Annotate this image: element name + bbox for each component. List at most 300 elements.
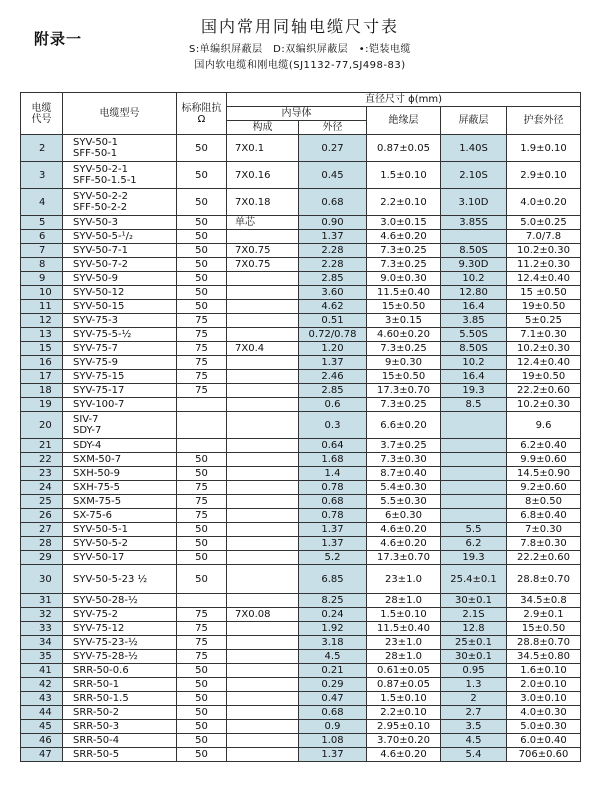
table-row — [21, 300, 581, 314]
cell-model: SYV-50-12 — [63, 286, 177, 300]
cell-jacket: 6.0±0.40 — [507, 734, 581, 748]
cell-inner-structure: 7X0.4 — [227, 342, 299, 356]
cell-code: 35 — [21, 650, 63, 664]
cell-impedance: 75 — [177, 622, 227, 636]
model-line: SYV-50-2-2 — [73, 191, 128, 202]
cell-shield — [441, 412, 507, 439]
cell-impedance: 50 — [177, 523, 227, 537]
cell-jacket: 1.6±0.10 — [507, 664, 581, 678]
cell-shield: 8.50S — [441, 244, 507, 258]
cell-inner-structure — [227, 398, 299, 412]
cell-inner-od: 0.51 — [299, 314, 367, 328]
cell-code: 10 — [21, 286, 63, 300]
cell-insulation: 15±0.50 — [367, 300, 441, 314]
cell-shield — [441, 230, 507, 244]
cell-inner-structure — [227, 523, 299, 537]
cell-jacket: 14.5±0.90 — [507, 467, 581, 481]
cell-shield: 2.10S — [441, 162, 507, 189]
cell-jacket: 9.9±0.60 — [507, 453, 581, 467]
cell-model: SRR-50-2 — [63, 706, 177, 720]
cell-model: SYV-75-9 — [63, 356, 177, 370]
cell-inner-od: 0.78 — [299, 481, 367, 495]
cell-inner-structure — [227, 678, 299, 692]
cell-model: SYV-50-3 — [63, 216, 177, 230]
cell-insulation: 6.6±0.20 — [367, 412, 441, 439]
cell-shield: 4.5 — [441, 734, 507, 748]
cell-jacket: 10.2±0.30 — [507, 342, 581, 356]
cell-inner-od: 0.68 — [299, 189, 367, 216]
cell-insulation: 9.0±0.30 — [367, 272, 441, 286]
cell-inner-od: 0.24 — [299, 608, 367, 622]
cell-shield — [441, 495, 507, 509]
cell-impedance: 50 — [177, 135, 227, 162]
table-row — [21, 650, 581, 664]
cell-insulation: 1.5±0.10 — [367, 608, 441, 622]
cell-code: 25 — [21, 495, 63, 509]
cell-code: 13 — [21, 328, 63, 342]
cell-model: SRR-50-3 — [63, 720, 177, 734]
cell-jacket: 10.2±0.30 — [507, 398, 581, 412]
cell-jacket: 34.5±0.8 — [507, 594, 581, 608]
cell-model: SYV-50-5-¹/₂ — [63, 230, 177, 244]
cell-jacket: 8±0.50 — [507, 495, 581, 509]
cell-code: 2 — [21, 135, 63, 162]
cell-insulation: 4.6±0.20 — [367, 537, 441, 551]
cell-inner-structure: 7X0.75 — [227, 258, 299, 272]
cell-model: SYV-50-17 — [63, 551, 177, 565]
cell-jacket: 28.8±0.70 — [507, 636, 581, 650]
cell-shield: 2.7 — [441, 706, 507, 720]
cell-shield: 6.2 — [441, 537, 507, 551]
cell-impedance: 50 — [177, 734, 227, 748]
table-row — [21, 608, 581, 622]
cell-code: 28 — [21, 537, 63, 551]
cell-inner-od: 4.62 — [299, 300, 367, 314]
cell-impedance: 50 — [177, 216, 227, 230]
cell-inner-structure — [227, 481, 299, 495]
table-row — [21, 342, 581, 356]
cell-model: SYV-50-15 — [63, 300, 177, 314]
cell-model: SYV-75-28-½ — [63, 650, 177, 664]
cell-jacket: 15 ±0.50 — [507, 286, 581, 300]
cell-code: 15 — [21, 342, 63, 356]
header-shield: 屏蔽层 — [441, 107, 507, 135]
model-line: SDY-7 — [73, 425, 102, 436]
cell-shield: 3.5 — [441, 720, 507, 734]
cell-shield: 16.4 — [441, 300, 507, 314]
model-line: SFF-50-1 — [73, 148, 118, 159]
cell-inner-od: 3.60 — [299, 286, 367, 300]
header-row-1 — [21, 93, 581, 107]
cell-impedance: 75 — [177, 509, 227, 523]
cell-model: SYV-75-17 — [63, 384, 177, 398]
table-row — [21, 314, 581, 328]
cell-jacket: 5.0±0.30 — [507, 720, 581, 734]
cell-code: 30 — [21, 565, 63, 594]
cell-inner-od: 0.27 — [299, 135, 367, 162]
cell-shield: 12.80 — [441, 286, 507, 300]
cell-inner-od: 1.37 — [299, 356, 367, 370]
cell-code: 29 — [21, 551, 63, 565]
cell-inner-structure — [227, 439, 299, 453]
table-row — [21, 495, 581, 509]
cell-inner-structure — [227, 692, 299, 706]
cell-insulation: 2.2±0.10 — [367, 706, 441, 720]
table-row — [21, 706, 581, 720]
cell-model: SDY-4 — [63, 439, 177, 453]
cell-code: 18 — [21, 384, 63, 398]
table-body — [21, 135, 581, 762]
cell-impedance: 75 — [177, 314, 227, 328]
cell-code: 34 — [21, 636, 63, 650]
table-row — [21, 162, 581, 189]
cell-impedance: 50 — [177, 706, 227, 720]
cell-insulation: 4.6±0.20 — [367, 523, 441, 537]
table-row — [21, 748, 581, 762]
table-row — [21, 356, 581, 370]
cell-insulation: 0.61±0.05 — [367, 664, 441, 678]
cell-insulation: 11.5±0.40 — [367, 622, 441, 636]
cell-model: SYV-75-5-½ — [63, 328, 177, 342]
cell-code: 31 — [21, 594, 63, 608]
cell-shield: 25±0.1 — [441, 636, 507, 650]
cell-jacket: 19±0.50 — [507, 370, 581, 384]
cell-impedance: 75 — [177, 608, 227, 622]
cell-impedance: 50 — [177, 537, 227, 551]
cell-jacket: 6.2±0.40 — [507, 439, 581, 453]
subtitle: 国内软电缆和刚电缆(SJ1132-77,SJ498-83) — [194, 60, 406, 71]
cell-insulation: 0.87±0.05 — [367, 678, 441, 692]
cell-inner-structure — [227, 706, 299, 720]
cell-code: 11 — [21, 300, 63, 314]
cell-insulation: 7.3±0.25 — [367, 398, 441, 412]
cell-jacket: 6.8±0.40 — [507, 509, 581, 523]
cell-insulation: 3.7±0.25 — [367, 439, 441, 453]
cell-shield: 30±0.1 — [441, 650, 507, 664]
cell-jacket: 7.1±0.30 — [507, 328, 581, 342]
cell-code: 46 — [21, 734, 63, 748]
cell-model: SYV-50-5-1 — [63, 523, 177, 537]
cell-impedance: 50 — [177, 189, 227, 216]
cell-insulation: 11.5±0.40 — [367, 286, 441, 300]
cell-code: 16 — [21, 356, 63, 370]
cell-insulation: 2.95±0.10 — [367, 720, 441, 734]
cell-inner-structure: 7X0.1 — [227, 135, 299, 162]
cell-inner-od: 1.68 — [299, 453, 367, 467]
header-code: 电缆 代号 — [21, 93, 63, 135]
cell-jacket: 9.2±0.60 — [507, 481, 581, 495]
cell-code: 22 — [21, 453, 63, 467]
cell-model: SX-75-6 — [63, 509, 177, 523]
header-inner-structure: 构成 — [227, 121, 299, 135]
cell-insulation: 7.3±0.25 — [367, 258, 441, 272]
cell-jacket: 10.2±0.30 — [507, 244, 581, 258]
cell-inner-structure — [227, 565, 299, 594]
cell-code: 5 — [21, 216, 63, 230]
cell-insulation: 3.0±0.15 — [367, 216, 441, 230]
cell-model: SRR-50-0.6 — [63, 664, 177, 678]
cell-impedance: 75 — [177, 356, 227, 370]
cell-model: SYV-75-15 — [63, 370, 177, 384]
cell-insulation: 7.3±0.30 — [367, 453, 441, 467]
header-diameter: 直径尺寸 ϕ(mm) — [227, 93, 581, 107]
table-row — [21, 398, 581, 412]
cell-code: 42 — [21, 678, 63, 692]
cell-shield: 10.2 — [441, 272, 507, 286]
cell-inner-structure: 单芯 — [227, 216, 299, 230]
model-line: SYV-50-2-1 — [73, 164, 128, 175]
cell-jacket: 5±0.25 — [507, 314, 581, 328]
cell-inner-od: 1.37 — [299, 523, 367, 537]
table-row — [21, 230, 581, 244]
cell-insulation: 7.3±0.25 — [367, 244, 441, 258]
cell-impedance — [177, 594, 227, 608]
appendix-label: 附录一 — [34, 30, 83, 48]
cell-shield: 5.5 — [441, 523, 507, 537]
cell-inner-structure — [227, 467, 299, 481]
cell-insulation: 6±0.30 — [367, 509, 441, 523]
cell-inner-structure — [227, 356, 299, 370]
cell-model: SYV-75-12 — [63, 622, 177, 636]
cell-shield: 3.85 — [441, 314, 507, 328]
cell-inner-od: 0.3 — [299, 412, 367, 439]
table-row — [21, 509, 581, 523]
cell-jacket: 7.8±0.30 — [507, 537, 581, 551]
table-row — [21, 286, 581, 300]
cell-inner-od: 2.28 — [299, 244, 367, 258]
cell-inner-od: 0.78 — [299, 509, 367, 523]
cell-inner-structure — [227, 300, 299, 314]
model-line: SYV-50-1 — [73, 137, 119, 148]
cell-insulation: 7.3±0.25 — [367, 342, 441, 356]
cell-insulation: 28±1.0 — [367, 650, 441, 664]
cell-shield — [441, 467, 507, 481]
cell-shield: 5.50S — [441, 328, 507, 342]
header-inner-od: 外径 — [299, 121, 367, 135]
cell-model: SRR-50-1.5 — [63, 692, 177, 706]
cell-shield: 12.8 — [441, 622, 507, 636]
cell-impedance: 75 — [177, 328, 227, 342]
cell-impedance: 50 — [177, 230, 227, 244]
cell-inner-structure — [227, 748, 299, 762]
cell-model — [63, 162, 177, 189]
cell-shield: 9.30D — [441, 258, 507, 272]
cell-impedance: 75 — [177, 636, 227, 650]
cell-model: SXH-50-9 — [63, 467, 177, 481]
table-row — [21, 594, 581, 608]
header-impedance: 标称阻抗 Ω — [177, 93, 227, 135]
cell-impedance: 50 — [177, 244, 227, 258]
cell-insulation: 2.2±0.10 — [367, 189, 441, 216]
cell-inner-structure — [227, 622, 299, 636]
cell-code: 3 — [21, 162, 63, 189]
cell-inner-structure — [227, 370, 299, 384]
cell-code: 8 — [21, 258, 63, 272]
cell-inner-structure — [227, 384, 299, 398]
cell-model: SRR-50-5 — [63, 748, 177, 762]
cell-impedance: 50 — [177, 748, 227, 762]
cell-shield: 10.2 — [441, 356, 507, 370]
coax-dimension-table — [20, 92, 581, 762]
cell-inner-structure — [227, 594, 299, 608]
table-row — [21, 523, 581, 537]
cell-shield: 19.3 — [441, 551, 507, 565]
cell-impedance: 50 — [177, 286, 227, 300]
cell-impedance: 75 — [177, 495, 227, 509]
cell-model — [63, 135, 177, 162]
cell-insulation: 5.5±0.30 — [367, 495, 441, 509]
cell-inner-od: 0.6 — [299, 398, 367, 412]
cell-inner-od: 2.85 — [299, 272, 367, 286]
cell-insulation: 23±1.0 — [367, 565, 441, 594]
cell-inner-structure — [227, 537, 299, 551]
cell-model: SXM-50-7 — [63, 453, 177, 467]
cell-shield: 3.10D — [441, 189, 507, 216]
cell-insulation: 3.70±0.20 — [367, 734, 441, 748]
cell-model — [63, 189, 177, 216]
table-row — [21, 551, 581, 565]
cell-inner-structure — [227, 314, 299, 328]
table-row — [21, 636, 581, 650]
cell-code: 47 — [21, 748, 63, 762]
table-row — [21, 244, 581, 258]
cell-inner-od: 1.37 — [299, 748, 367, 762]
cell-insulation: 23±1.0 — [367, 636, 441, 650]
cell-impedance: 50 — [177, 300, 227, 314]
cell-inner-od: 0.47 — [299, 692, 367, 706]
table-row — [21, 135, 581, 162]
cell-model: SXM-75-5 — [63, 495, 177, 509]
cell-inner-structure — [227, 495, 299, 509]
cell-inner-od: 0.68 — [299, 706, 367, 720]
cell-impedance — [177, 439, 227, 453]
cell-impedance: 50 — [177, 692, 227, 706]
cell-code: 23 — [21, 467, 63, 481]
cell-code: 26 — [21, 509, 63, 523]
table-row — [21, 692, 581, 706]
cell-insulation: 4.6±0.20 — [367, 748, 441, 762]
cell-jacket: 28.8±0.70 — [507, 565, 581, 594]
cell-model: SYV-50-5-23 ½ — [63, 565, 177, 594]
cell-model: SYV-50-9 — [63, 272, 177, 286]
cell-code: 7 — [21, 244, 63, 258]
cell-shield: 25.4±0.1 — [441, 565, 507, 594]
table-row — [21, 481, 581, 495]
cell-inner-structure — [227, 650, 299, 664]
table-row — [21, 258, 581, 272]
cell-impedance: 50 — [177, 272, 227, 286]
table-row — [21, 678, 581, 692]
table-row — [21, 537, 581, 551]
cell-impedance: 75 — [177, 370, 227, 384]
cell-code: 17 — [21, 370, 63, 384]
cell-jacket: 3.0±0.10 — [507, 692, 581, 706]
cell-model: SYV-75-7 — [63, 342, 177, 356]
cell-jacket: 15±0.50 — [507, 622, 581, 636]
cell-code: 33 — [21, 622, 63, 636]
table-row — [21, 272, 581, 286]
cell-impedance — [177, 412, 227, 439]
cell-model: SYV-50-5-2 — [63, 537, 177, 551]
cell-model: SYV-50-28-½ — [63, 594, 177, 608]
table-row — [21, 664, 581, 678]
cell-code: 6 — [21, 230, 63, 244]
cell-inner-structure: 7X0.16 — [227, 162, 299, 189]
cell-jacket: 34.5±0.80 — [507, 650, 581, 664]
cell-inner-od: 3.18 — [299, 636, 367, 650]
cell-impedance: 50 — [177, 678, 227, 692]
cell-shield — [441, 453, 507, 467]
cell-insulation: 8.7±0.40 — [367, 467, 441, 481]
cell-shield: 1.3 — [441, 678, 507, 692]
cell-shield — [441, 481, 507, 495]
cell-impedance: 50 — [177, 551, 227, 565]
table-row — [21, 216, 581, 230]
header-insulation: 絶缘层 — [367, 107, 441, 135]
cell-inner-od: 6.85 — [299, 565, 367, 594]
model-line: SFF-50-1.5-1 — [73, 175, 137, 186]
cell-inner-structure — [227, 412, 299, 439]
cell-inner-od: 4.5 — [299, 650, 367, 664]
cell-inner-od: 8.25 — [299, 594, 367, 608]
table-row — [21, 384, 581, 398]
cell-impedance: 50 — [177, 467, 227, 481]
cell-impedance: 50 — [177, 565, 227, 594]
cell-impedance: 50 — [177, 258, 227, 272]
table-row — [21, 453, 581, 467]
table-row — [21, 565, 581, 594]
table-row — [21, 720, 581, 734]
cell-impedance: 50 — [177, 720, 227, 734]
header-jacket: 护套外径 — [507, 107, 581, 135]
cell-insulation: 1.5±0.10 — [367, 162, 441, 189]
cell-model: SYV-75-2 — [63, 608, 177, 622]
cell-inner-structure: 7X0.08 — [227, 608, 299, 622]
cell-model: SRR-50-1 — [63, 678, 177, 692]
cell-code: 41 — [21, 664, 63, 678]
table-row — [21, 328, 581, 342]
cell-insulation: 17.3±0.70 — [367, 551, 441, 565]
cell-inner-od: 0.21 — [299, 664, 367, 678]
page-title: 国内常用同轴电缆尺寸表 — [200, 17, 399, 36]
cell-inner-structure — [227, 286, 299, 300]
table-row — [21, 622, 581, 636]
cell-inner-structure — [227, 328, 299, 342]
cell-shield: 16.4 — [441, 370, 507, 384]
cell-jacket: 22.2±0.60 — [507, 384, 581, 398]
legend-text: S:单编织屏蔽层 D:双编织屏蔽层 •:铠装电缆 — [188, 44, 412, 55]
cell-shield: 5.4 — [441, 748, 507, 762]
cell-code: 12 — [21, 314, 63, 328]
cell-model: SYV-50-7-1 — [63, 244, 177, 258]
cell-jacket: 7±0.30 — [507, 523, 581, 537]
cell-code: 19 — [21, 398, 63, 412]
cell-inner-structure: 7X0.75 — [227, 244, 299, 258]
cell-inner-od: 5.2 — [299, 551, 367, 565]
cell-model: SYV-100-7 — [63, 398, 177, 412]
cell-inner-structure — [227, 453, 299, 467]
cell-inner-od: 0.45 — [299, 162, 367, 189]
cell-jacket: 2.9±0.10 — [507, 162, 581, 189]
cell-impedance: 75 — [177, 342, 227, 356]
table-row — [21, 439, 581, 453]
cell-inner-od: 1.37 — [299, 230, 367, 244]
table-row — [21, 189, 581, 216]
cell-jacket: 12.4±0.40 — [507, 272, 581, 286]
cell-inner-structure — [227, 509, 299, 523]
cell-inner-od: 1.20 — [299, 342, 367, 356]
cell-inner-structure — [227, 551, 299, 565]
